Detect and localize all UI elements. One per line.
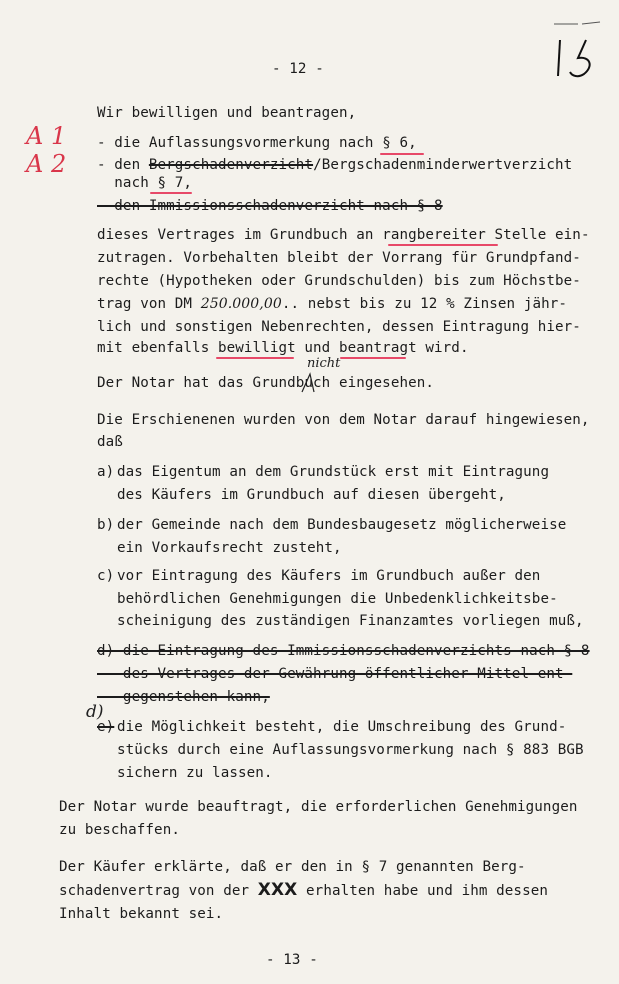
list-c-line2: behördlichen Genehmigungen die Unbedenklichkeitsbe- <box>117 591 558 607</box>
page-number-header: - 12 - <box>272 61 324 77</box>
redacted-xxx: XXX <box>257 880 298 900</box>
intro-line: Wir bewilligen und beantragen, <box>97 105 357 121</box>
top-right-handwritten-mark <box>548 18 608 80</box>
struck-bergschadenverzicht: Bergschadenverzicht <box>148 157 314 173</box>
list-b-label: b) <box>97 517 115 533</box>
handwritten-relabel-d: d) <box>86 702 104 722</box>
p1-line3: rechte (Hypotheken oder Grundschulden) bis zum Höchstbe- <box>97 273 581 289</box>
handwritten-insert-nicht: nicht <box>307 356 341 371</box>
p4-line1: Der Notar wurde beauftragt, die erforderlichen Genehmigungen <box>59 799 578 815</box>
list-a-label: a) <box>97 464 115 480</box>
list-e-line1: die Möglichkeit besteht, die Umschreibung des Grund- <box>117 719 567 735</box>
list-d-struck-line1: d) die Eintragung des Immissionsschadenverzichts nach § 8 <box>97 643 590 659</box>
p1-line1: dieses Vertrages im Grundbuch an rangbereiter Stelle ein- <box>97 227 590 243</box>
insert-caret <box>300 372 322 394</box>
margin-note-a2: A 2 <box>26 150 67 178</box>
ref-section-6: § 6, <box>382 135 417 151</box>
p1-line2: zutragen. Vorbehalten bleibt der Vorrang für Grundpfand- <box>97 250 581 266</box>
p5-line1: Der Käufer erklärte, daß er den in § 7 genannten Berg- <box>59 859 526 875</box>
p5-line2: schadenvertrag von der XXX erhalten habe und ihm dessen <box>59 880 548 900</box>
item-auflassung: - die Auflassungsvormerkung nach § 6, <box>97 135 417 151</box>
list-a-line2: des Käufers im Grundbuch auf diesen übergeht, <box>117 487 506 503</box>
list-a-line1: das Eigentum an dem Grundstück erst mit Eintragung <box>117 464 550 480</box>
list-e-line3: sichern zu lassen. <box>117 765 273 781</box>
red-underline-bewilligt <box>216 357 294 359</box>
list-c-label: c) <box>97 568 115 584</box>
list-d-struck-line2: des Vertrages der Gewährung öffentlicher Mittel ent- <box>97 666 573 682</box>
p1-line5: lich und sonstigen Nebenrechten, dessen Eintragung hier- <box>97 319 581 335</box>
p3-line2: daß <box>97 434 123 450</box>
red-underline-s7 <box>150 192 192 194</box>
list-c-line3: scheinigung des zuständigen Finanzamtes vorliegen muß, <box>117 613 584 629</box>
list-b-line2: ein Vorkaufsrecht zusteht, <box>117 540 342 556</box>
p1-line4: trag von DM 250.000,00.. nebst bis zu 12 % Zinsen jähr- <box>97 296 568 312</box>
p5-line3: Inhalt bekannt sei. <box>59 906 224 922</box>
p1-line6: mit ebenfalls bewilligt und beantragt wird. <box>97 340 469 356</box>
list-b-line1: der Gemeinde nach dem Bundesbaugesetz möglicherweise <box>117 517 567 533</box>
p3-line1: Die Erschienenen wurden von dem Notar darauf hingewiesen, <box>97 412 590 428</box>
handwritten-amount: 250.000,00 <box>200 296 282 312</box>
p2-line: Der Notar hat das Grundbuch eingesehen. <box>97 375 435 391</box>
list-d-struck-line3: gegenstehen kann, <box>97 689 270 705</box>
word-rangbereiter: rangbereiter <box>382 227 486 243</box>
item-immission-struck: - den Immissionsschadenverzicht nach § 8 <box>97 198 443 214</box>
margin-note-a1: A 1 <box>26 122 67 150</box>
p4-line2: zu beschaffen. <box>59 822 180 838</box>
list-c-line1: vor Eintragung des Käufers im Grundbuch außer den <box>117 568 541 584</box>
item-bergschaden: - den Bergschadenverzicht/Bergschadenminderwertverzicht <box>97 157 573 173</box>
red-underline-beantragt <box>340 357 406 359</box>
page-number-footer: - 13 - <box>266 952 318 968</box>
ref-section-7: § 7, <box>157 175 193 191</box>
item-bergschaden-line2: nach § 7, <box>97 175 193 191</box>
red-underline-rangbereiter <box>388 244 498 246</box>
red-underline-s6 <box>380 153 424 155</box>
list-e-line2: stücks durch eine Auflassungsvormerkung nach § 883 BGB <box>117 742 584 758</box>
list-e-label-struck: e) <box>97 719 115 735</box>
